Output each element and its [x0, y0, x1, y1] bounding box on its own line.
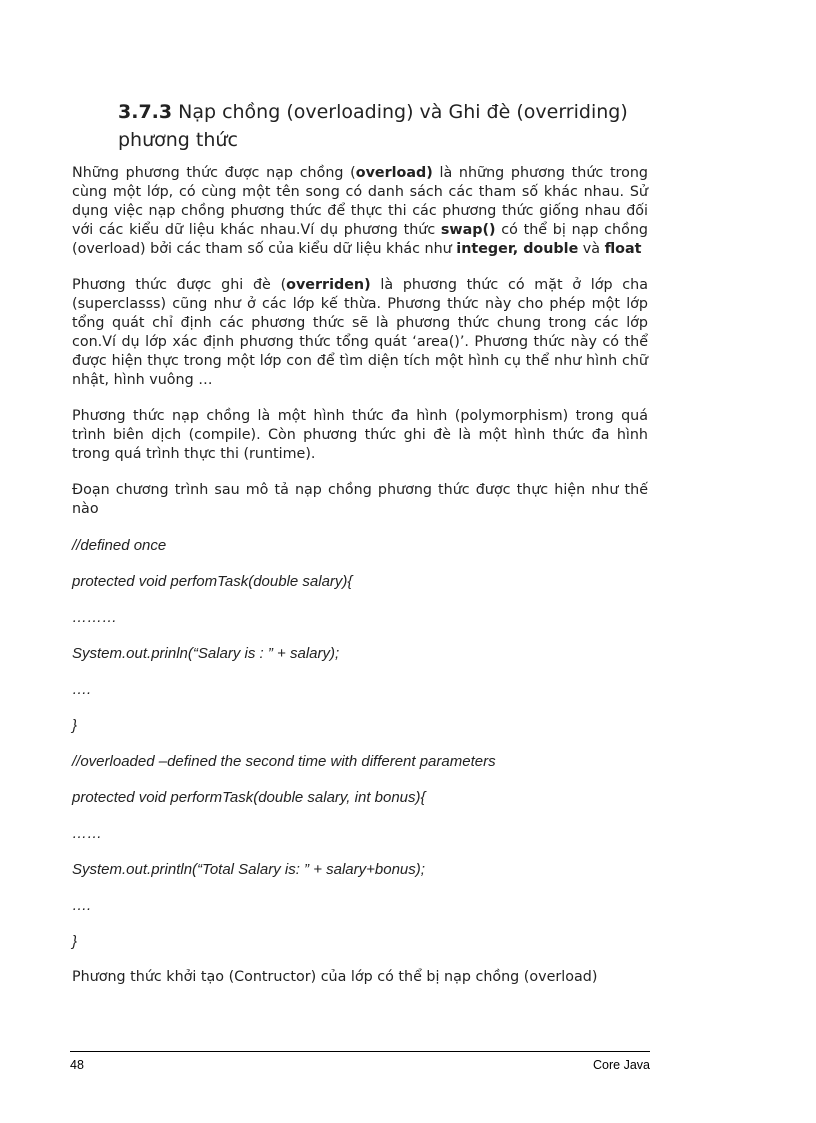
bold-term: overriden): [286, 277, 371, 293]
text-run: Những phương thức được nạp chồng (: [72, 165, 356, 181]
bold-term: integer, double: [456, 241, 579, 257]
code-line: ….: [72, 897, 92, 914]
code-line: protected void performTask(double salary, int bonus){: [72, 789, 426, 806]
document-body: [72, 164, 648, 1004]
code-line: //defined once: [72, 537, 167, 554]
section-number: 3.7.3: [118, 101, 173, 123]
paragraph-code-intro: Đoạn chương trình sau mô tả nạp chồng phương thức được thực hiện như thế nào: [72, 482, 648, 517]
paragraph-overriding: [72, 276, 648, 390]
text-run: Phương thức được ghi đè (: [72, 277, 287, 293]
paragraph-overloading: [72, 164, 648, 259]
bold-term: overload): [355, 165, 433, 181]
section-heading: [118, 98, 658, 154]
text-run: là phương thức có mặt ở lớp cha (superclasss) cũng như ở các lớp kế thừa. Phương thức này cho phép một lớp tổng quát chỉ định các phương thức sẽ là phương thức chung trong các lớp con.Ví dụ lớp xác định phương thức tổng quát ‘area()’. Phương thức này có thể được hiện thực trong một lớp con để tìm diện tích một hình cụ thể như hình chữ nhật, hình vuông …: [72, 277, 648, 388]
code-line: System.out.prinln(“Salary is : ” + salary);: [72, 645, 340, 662]
code-line: //overloaded –defined the second time with different parameters: [72, 753, 496, 770]
bold-term: float: [604, 241, 642, 257]
code-line: ………: [72, 609, 117, 626]
code-line: System.out.println(“Total Salary is: ” + salary+bonus);: [72, 861, 425, 878]
paragraph-constructor: Phương thức khởi tạo (Contructor) của lớp có thể bị nạp chồng (overload): [72, 969, 598, 985]
text-run: và: [578, 241, 605, 257]
text-run: là những phương thức trong cùng một lớp, có cùng một tên song có danh sách các tham số khác nhau. Sử dụng việc nạp chồng phương thức để thực thi các phương thức giống nhau đối với các kiểu dữ liệu khác nhau.Ví dụ phương thức: [72, 165, 648, 238]
page-footer: [70, 1051, 650, 1072]
code-line: ……: [72, 825, 102, 842]
section-title: Nạp chồng (overloading) và Ghi đè (overriding) phương thức: [118, 101, 628, 151]
book-title: Core Java: [593, 1058, 650, 1072]
code-line: }: [72, 717, 78, 734]
page-number: 48: [70, 1058, 84, 1072]
code-line: protected void perfomTask(double salary){: [72, 573, 353, 590]
code-line: }: [72, 933, 78, 950]
bold-term: swap(): [440, 222, 496, 238]
code-line: ….: [72, 681, 92, 698]
paragraph-polymorphism: Phương thức nạp chồng là một hình thức đa hình (polymorphism) trong quá trình biên dịch (compile). Còn phương thức ghi đè là một hình thức đa hình trong quá trình thực thi (runtime).: [72, 408, 648, 462]
text-run: có thể bị nạp chồng (overload) bởi các tham số của kiểu dữ liệu khác như: [72, 222, 648, 257]
